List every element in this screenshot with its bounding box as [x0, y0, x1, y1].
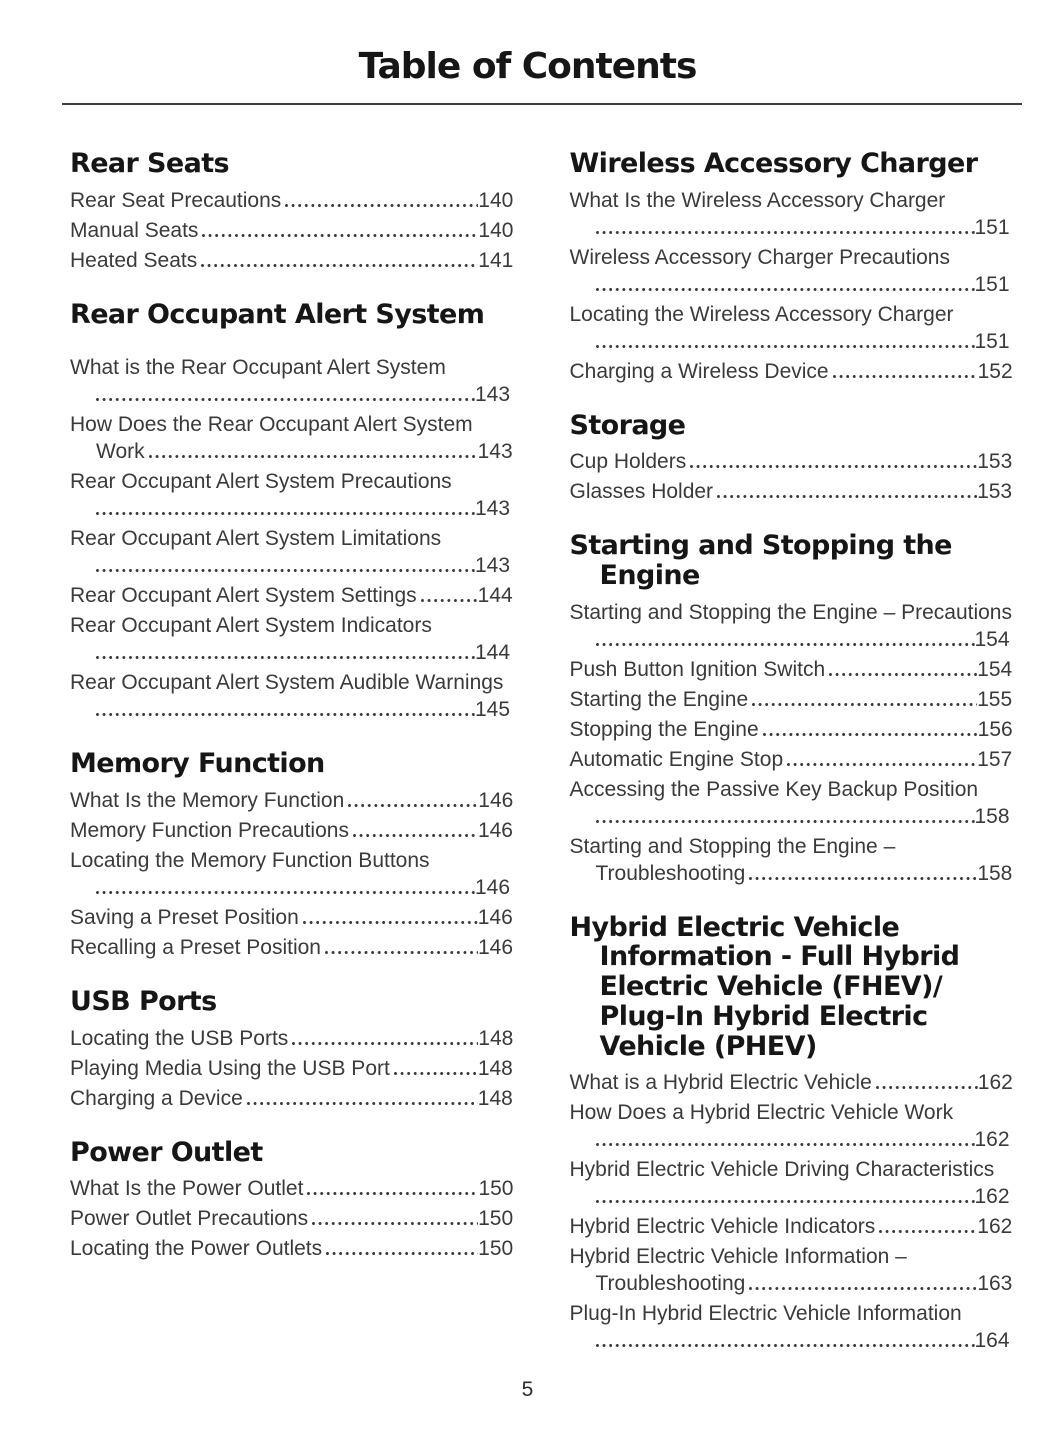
toc-section: [70, 1138, 516, 1263]
toc-section: [570, 149, 1016, 385]
dot-leader: [394, 1072, 478, 1075]
entry-page: 162: [977, 1071, 1013, 1095]
dot-leader: [312, 1222, 478, 1225]
entry-page: 151: [974, 272, 1010, 296]
dot-leader: [876, 1086, 978, 1089]
section-entries: [570, 1069, 1016, 1354]
entry-page: 154: [974, 627, 1010, 651]
section-title: Rear Occupant Alert System: [70, 298, 485, 330]
toc-section: [570, 531, 1016, 886]
entry-page: 155: [977, 687, 1013, 711]
entry-title: Charging a Device: [70, 1086, 243, 1110]
entry-title: Hybrid Electric Vehicle Information – Troubleshooting: [569, 1245, 907, 1296]
section-title: Rear Seats: [70, 148, 229, 179]
entry-title: Rear Seat Precautions: [70, 188, 282, 212]
entry-page: 141: [478, 248, 514, 272]
dot-leader: [96, 656, 475, 659]
entry-page: 143: [475, 554, 511, 578]
toc-entry[interactable]: [70, 1085, 516, 1112]
entry-page: 148: [478, 1026, 514, 1050]
entry-title: Plug-In Hybrid Electric Vehicle Information: [569, 1302, 962, 1326]
entry-title: Rear Occupant Alert System Limitations: [70, 527, 442, 551]
entry-page: 143: [475, 383, 511, 407]
dot-leader: [96, 713, 475, 716]
toc-section: [70, 987, 516, 1112]
dot-leader: [247, 1102, 478, 1105]
dot-leader: [596, 1344, 975, 1347]
toc-section: [70, 749, 516, 961]
toc-entry[interactable]: [570, 478, 1016, 505]
dot-leader: [353, 834, 478, 837]
section-entries: [70, 337, 516, 723]
entry-title: Push Button Ignition Switch: [569, 657, 826, 681]
entry-page: 162: [974, 1185, 1010, 1209]
toc-entry[interactable]: [570, 776, 1016, 830]
dot-leader: [829, 673, 977, 676]
entry-title: Rear Occupant Alert System Audible Warnings: [70, 671, 504, 695]
dot-leader: [292, 1042, 478, 1045]
entry-title: Memory Function Precautions: [70, 819, 349, 843]
entry-page: 146: [477, 936, 514, 960]
toc-entry[interactable]: [570, 1243, 1016, 1297]
dot-leader: [717, 495, 977, 498]
dot-leader: [596, 643, 975, 646]
dot-leader: [763, 733, 978, 736]
dot-leader: [96, 569, 475, 572]
entry-page: 157: [977, 747, 1013, 771]
entry-page: 151: [974, 215, 1010, 239]
entry-title: Cup Holders: [569, 450, 687, 474]
section-title: Wireless Accessory Charger: [569, 148, 978, 179]
toc-entry[interactable]: [70, 582, 516, 609]
entry-page: 158: [977, 861, 1013, 885]
entry-page: 145: [475, 698, 511, 722]
entry-page: 150: [478, 1177, 514, 1201]
entry-title: Wireless Accessory Charger Precautions: [569, 245, 950, 269]
toc-entry[interactable]: [570, 1069, 1016, 1096]
section-title: Power Outlet: [70, 1136, 263, 1168]
toc-section: [70, 300, 516, 724]
dot-leader: [326, 1252, 478, 1255]
section-entries: [570, 599, 1016, 887]
entry-page: 146: [475, 876, 511, 900]
dot-leader: [421, 599, 478, 602]
entry-page: 151: [974, 329, 1010, 353]
toc-entry[interactable]: [70, 217, 516, 244]
entry-title: What is a Hybrid Electric Vehicle: [569, 1071, 872, 1095]
entry-page: 156: [977, 717, 1013, 741]
dot-leader: [149, 455, 478, 458]
toc-entry[interactable]: [570, 833, 1016, 887]
dot-leader: [596, 820, 975, 823]
dot-leader: [690, 465, 977, 468]
toc-entry[interactable]: [70, 247, 516, 274]
entry-title: Stopping the Engine: [569, 717, 759, 741]
section-entries: [70, 1025, 516, 1112]
dot-leader: [749, 1287, 977, 1290]
entry-title: Glasses Holder: [569, 480, 714, 504]
entry-title: What Is the Power Outlet: [70, 1177, 304, 1201]
toc-section: [70, 149, 516, 274]
entry-title: Locating the USB Ports: [70, 1026, 289, 1050]
toc-entry[interactable]: [570, 1213, 1016, 1240]
entry-title: Starting and Stopping the Engine – Troubleshooting: [569, 834, 896, 885]
dot-leader: [749, 877, 977, 880]
dot-leader: [596, 231, 975, 234]
toc-entry[interactable]: [70, 1235, 516, 1262]
entry-page: 140: [478, 188, 514, 212]
dot-leader: [96, 398, 475, 401]
dot-leader: [752, 703, 977, 706]
toc-entry[interactable]: [70, 525, 516, 579]
dot-leader: [96, 512, 475, 515]
toc-entry[interactable]: [70, 787, 516, 814]
dot-leader: [879, 1230, 977, 1233]
entry-title: Automatic Engine Stop: [569, 747, 784, 771]
entry-page: 148: [477, 1086, 513, 1110]
toc-entry[interactable]: [570, 1099, 1016, 1153]
section-title: Starting and Stopping the Engine: [569, 530, 952, 592]
dot-leader: [833, 375, 978, 378]
entry-title: Manual Seats: [70, 218, 199, 242]
entry-page: 158: [974, 804, 1010, 828]
entry-page: 146: [477, 906, 513, 930]
toc-columns: [70, 149, 1015, 1357]
toc-entry[interactable]: [570, 358, 1016, 385]
section-entries: [70, 787, 516, 961]
dot-leader: [348, 804, 478, 807]
section-entries: [570, 448, 1016, 505]
toc-entry[interactable]: [70, 934, 516, 961]
toc-entry[interactable]: [570, 599, 1016, 653]
entry-page: 154: [977, 657, 1013, 681]
entry-page: 153: [977, 450, 1013, 474]
toc-entry[interactable]: [70, 411, 516, 465]
toc-entry[interactable]: [70, 187, 516, 214]
toc-entry[interactable]: [70, 669, 516, 723]
toc-section: [570, 913, 1016, 1354]
entry-page: 163: [977, 1272, 1013, 1296]
entry-title: Locating the Memory Function Buttons: [70, 849, 430, 873]
entry-title: What is the Rear Occupant Alert System: [70, 356, 446, 380]
dot-leader: [596, 288, 975, 291]
entry-page: 150: [478, 1207, 514, 1231]
dot-leader: [201, 264, 478, 267]
toc-entry[interactable]: [70, 904, 516, 931]
toc-entry[interactable]: [70, 1205, 516, 1232]
section-entries: [70, 187, 516, 274]
toc-entry[interactable]: [570, 244, 1016, 298]
section-title: USB Ports: [70, 986, 217, 1018]
entry-title: Starting the Engine: [569, 687, 749, 711]
entry-page: 143: [475, 497, 511, 521]
entry-title: Playing Media Using the USB Port: [70, 1056, 390, 1080]
toc-entry[interactable]: [70, 847, 516, 901]
entry-title: Rear Occupant Alert System Precautions: [70, 470, 452, 494]
entry-page: 140: [478, 218, 514, 242]
toc-entry[interactable]: [570, 1300, 1016, 1354]
dot-leader: [202, 234, 478, 237]
entry-title: Hybrid Electric Vehicle Indicators: [569, 1215, 876, 1239]
toc-entry[interactable]: [70, 354, 516, 408]
toc-column-left: [70, 149, 516, 1265]
toc-entry[interactable]: [570, 187, 1016, 241]
entry-title: Recalling a Preset Position: [70, 936, 321, 960]
dot-leader: [285, 204, 478, 207]
entry-page: 150: [478, 1237, 514, 1261]
entry-title: Power Outlet Precautions: [70, 1207, 309, 1231]
entry-title: Heated Seats: [70, 248, 198, 272]
section-title: Storage: [569, 409, 686, 441]
entry-page: 153: [977, 480, 1013, 504]
entry-page: 148: [477, 1056, 513, 1080]
entry-title: Hybrid Electric Vehicle Driving Characteristics: [569, 1158, 995, 1182]
dot-leader: [596, 345, 975, 348]
dot-leader: [96, 891, 475, 894]
dot-leader: [787, 763, 977, 766]
entry-title: Saving a Preset Position: [70, 906, 299, 930]
toc-entry[interactable]: [570, 301, 1016, 355]
section-title: Hybrid Electric Vehicle Information - Full Hybrid Electric Vehicle (FHEV)/ Plug-In Hybrid Electric Vehicle (PHEV): [569, 911, 960, 1062]
entry-title: What Is the Memory Function: [70, 789, 345, 813]
entry-page: 162: [977, 1215, 1013, 1239]
section-entries: [70, 1175, 516, 1262]
dot-leader: [307, 1192, 478, 1195]
dot-leader: [303, 921, 478, 924]
entry-title: How Does the Rear Occupant Alert System Work: [70, 413, 473, 464]
toc-entry[interactable]: [570, 746, 1016, 773]
entry-title: How Does a Hybrid Electric Vehicle Work: [569, 1101, 954, 1125]
entry-page: 146: [478, 789, 514, 813]
entry-page: 144: [475, 641, 511, 665]
page-number: 5: [521, 1378, 534, 1401]
entry-page: 143: [477, 440, 513, 464]
entry-title: Starting and Stopping the Engine – Precautions: [569, 600, 1012, 624]
toc-entry[interactable]: [70, 1025, 516, 1052]
entry-page: 152: [977, 359, 1013, 383]
entry-title: Rear Occupant Alert System Indicators: [70, 614, 432, 638]
entry-title: Accessing the Passive Key Backup Position: [569, 777, 979, 801]
section-entries: [570, 187, 1016, 385]
section-title: Memory Function: [70, 748, 325, 780]
entry-page: 162: [974, 1128, 1010, 1152]
toc-entry[interactable]: [70, 612, 516, 666]
entry-title: What Is the Wireless Accessory Charger: [569, 188, 946, 212]
entry-title: Locating the Power Outlets: [70, 1237, 323, 1261]
entry-page: 146: [477, 819, 513, 843]
page-title: Table of Contents: [358, 46, 697, 87]
entry-title: Rear Occupant Alert System Settings: [70, 584, 417, 608]
entry-title: Locating the Wireless Accessory Charger: [569, 302, 954, 326]
entry-page: 144: [477, 584, 513, 608]
dot-leader: [596, 1143, 975, 1146]
toc-section: [570, 411, 1016, 506]
toc-column-right: [570, 149, 1016, 1357]
toc-entry[interactable]: [570, 1156, 1016, 1210]
toc-entry[interactable]: [70, 468, 516, 522]
dot-leader: [325, 951, 478, 954]
toc-entry[interactable]: [570, 686, 1016, 713]
toc-entry[interactable]: [570, 656, 1016, 683]
toc-entry[interactable]: [570, 448, 1016, 475]
header-divider: [62, 103, 1022, 105]
toc-entry[interactable]: [70, 817, 516, 844]
toc-entry[interactable]: [570, 716, 1016, 743]
toc-entry[interactable]: [70, 1055, 516, 1082]
entry-page: 164: [974, 1329, 1010, 1353]
toc-entry[interactable]: [70, 1175, 516, 1202]
dot-leader: [596, 1200, 975, 1203]
entry-title: Charging a Wireless Device: [569, 359, 829, 383]
